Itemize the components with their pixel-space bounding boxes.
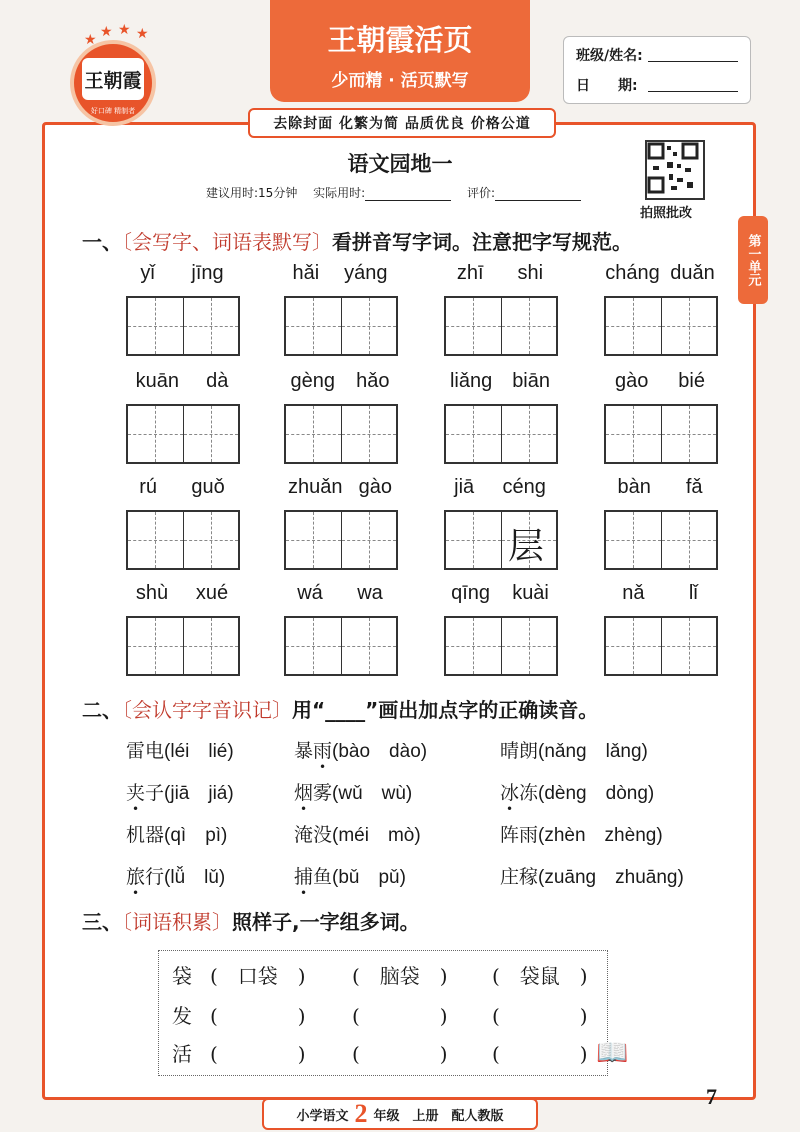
pinyin-syllable: xué	[195, 582, 229, 604]
pinyin-syllable: gào	[614, 370, 649, 392]
word-blank[interactable]: ( )	[492, 1042, 588, 1066]
reading-options[interactable]: (bǔ pǔ)	[332, 867, 406, 888]
pinyin-syllable: zhī	[456, 262, 484, 284]
reading-char: 器	[145, 824, 165, 846]
reading-item	[126, 736, 234, 763]
eval-label: 评价:	[467, 186, 496, 200]
suggested-time: 建议用时:15分钟	[206, 186, 298, 200]
writing-cell[interactable]	[184, 406, 239, 462]
brand-logo	[70, 40, 156, 126]
reading-options[interactable]: (lǚ lǔ)	[164, 867, 226, 888]
writing-cell[interactable]	[662, 512, 717, 568]
logo-subtext: 好口碑 精制者	[90, 107, 136, 115]
base-character: 发	[172, 1004, 192, 1028]
section3-heading	[82, 906, 420, 935]
pinyin-label	[122, 262, 242, 285]
pinyin-syllable: guǒ	[191, 476, 225, 498]
actual-time-field[interactable]	[365, 200, 451, 201]
footer-grade-number: 2	[354, 1099, 368, 1128]
qr-label: 拍照批改	[640, 206, 693, 221]
reading-item	[294, 820, 421, 847]
writing-grid[interactable]	[604, 616, 718, 676]
pinyin-label	[122, 476, 242, 499]
reading-char: 晴	[500, 740, 520, 762]
reading-char: 阵	[500, 824, 520, 846]
reading-char: 鱼	[313, 866, 333, 888]
reading-char: 行	[145, 866, 165, 888]
footer-badge	[262, 1098, 538, 1130]
pinyin-syllable: biān	[512, 370, 550, 392]
footer-subject: 小学语文	[296, 1108, 349, 1124]
pinyin-label	[440, 370, 560, 393]
writing-cell[interactable]	[606, 512, 662, 568]
reading-item	[500, 862, 684, 889]
date-label: 日 期:	[576, 78, 638, 94]
writing-cell[interactable]	[286, 406, 342, 462]
writing-grid[interactable]	[604, 296, 718, 356]
section1-number: 一、	[82, 230, 122, 254]
section3-tag: 〔词语积累〕	[122, 910, 232, 934]
page-number: 7	[706, 1084, 717, 1109]
writing-grid[interactable]	[444, 404, 558, 464]
base-character: 活	[172, 1042, 192, 1066]
writing-cell[interactable]	[502, 406, 557, 462]
pinyin-syllable: hǎi	[292, 262, 320, 284]
name-box	[563, 36, 751, 104]
eval-field[interactable]	[495, 200, 581, 201]
brand-banner	[270, 0, 530, 102]
writing-cell[interactable]	[184, 512, 239, 568]
writing-grid[interactable]	[444, 296, 558, 356]
writing-grid[interactable]	[126, 510, 240, 570]
reading-options[interactable]: (méi mò)	[332, 825, 421, 846]
class-name-label: 班级/姓名:	[576, 48, 643, 64]
pinyin-label	[600, 582, 720, 605]
writing-grid[interactable]	[126, 296, 240, 356]
pinyin-syllable: céng	[502, 476, 546, 498]
reading-item	[294, 778, 412, 805]
writing-grid[interactable]	[126, 616, 240, 676]
writing-cell[interactable]	[446, 406, 502, 462]
pinyin-label	[280, 582, 400, 605]
word-blank[interactable]: ( )	[352, 1004, 448, 1028]
word-blank[interactable]: ( )	[492, 1004, 588, 1028]
writing-cell[interactable]	[662, 406, 717, 462]
writing-cell[interactable]	[286, 298, 342, 354]
pinyin-syllable: jiā	[454, 476, 475, 498]
writing-grid[interactable]	[126, 404, 240, 464]
writing-cell[interactable]	[502, 298, 557, 354]
pinyin-syllable: nǎ	[622, 582, 645, 604]
reading-char: 雾	[313, 782, 333, 804]
writing-grid[interactable]	[284, 510, 398, 570]
reading-char: 旅	[126, 866, 146, 888]
reading-char: 雨	[519, 824, 539, 846]
pinyin-syllable: shi	[517, 262, 544, 284]
writing-cell[interactable]	[286, 512, 342, 568]
star-icon: ★	[100, 24, 113, 40]
reading-options[interactable]: (zuāng zhuāng)	[538, 867, 684, 888]
reading-char: 朗	[519, 740, 539, 762]
pinyin-syllable: zhuǎn	[288, 476, 343, 498]
pinyin-syllable: kuài	[512, 582, 549, 604]
writing-cell[interactable]	[128, 512, 184, 568]
writing-grid[interactable]	[284, 616, 398, 676]
pinyin-syllable: cháng	[605, 262, 660, 284]
pinyin-label	[440, 262, 560, 285]
writing-cell[interactable]	[662, 298, 717, 354]
date-field[interactable]	[648, 91, 738, 92]
writing-cell[interactable]	[128, 406, 184, 462]
section1-heading	[82, 226, 632, 255]
reading-item	[294, 736, 427, 763]
book-mascot-icon: 📖	[596, 1038, 629, 1068]
pinyin-label	[600, 262, 720, 285]
writing-cell[interactable]	[342, 406, 397, 462]
pinyin-syllable: liǎng	[449, 370, 493, 392]
reading-char: 暴	[294, 740, 314, 762]
given-character: 层	[508, 526, 545, 567]
pinyin-syllable: rú	[139, 476, 157, 498]
qr-code[interactable]	[645, 140, 705, 200]
timing-line	[206, 184, 581, 201]
reading-char: 雨	[313, 740, 333, 762]
reading-item	[126, 862, 225, 889]
star-icon: ★	[84, 32, 97, 48]
unit-tab: 第一单元	[738, 216, 768, 304]
pinyin-syllable: duǎn	[670, 262, 715, 284]
reading-char: 冰	[500, 782, 520, 804]
pinyin-label	[122, 370, 242, 393]
reading-char: 雷	[126, 740, 146, 762]
pinyin-syllable: bàn	[617, 476, 651, 498]
section1-instruction: 看拼音写字词。注意把字写规范。	[332, 230, 632, 254]
pinyin-label	[280, 476, 400, 499]
class-name-field[interactable]	[648, 61, 738, 62]
pinyin-syllable: fǎ	[685, 476, 703, 498]
word-blank[interactable]: ( 脑袋 )	[352, 964, 448, 988]
pinyin-syllable: qīng	[451, 582, 491, 604]
word-blank[interactable]: ( 口袋 )	[210, 964, 306, 988]
word-blank[interactable]: ( )	[352, 1042, 448, 1066]
reading-char: 捕	[294, 866, 314, 888]
reading-options[interactable]: (jiā jiá)	[164, 783, 234, 804]
slogan: 去除封面 化繁为简 品质优良 价格公道	[248, 108, 556, 138]
section3-instruction: 照样子,一字组多词。	[232, 910, 420, 934]
brand-subtitle: 少而精 · 活页默写	[331, 71, 469, 91]
writing-cell[interactable]	[342, 512, 397, 568]
pinyin-syllable: kuān	[135, 370, 179, 392]
pinyin-syllable: gèng	[290, 370, 336, 392]
pinyin-label	[280, 370, 400, 393]
writing-cell[interactable]	[606, 406, 662, 462]
reading-item	[500, 736, 648, 763]
pinyin-syllable: bié	[678, 370, 705, 392]
reading-options[interactable]: (léi lié)	[164, 741, 234, 762]
reading-item	[500, 820, 663, 847]
section1-tag: 〔会写字、词语表默写〕	[122, 230, 332, 254]
reading-item	[294, 862, 406, 889]
pinyin-syllable: lǐ	[688, 582, 698, 604]
writing-grid[interactable]	[604, 510, 718, 570]
pinyin-syllable: wá	[297, 582, 323, 604]
reading-char: 淹	[294, 824, 314, 846]
writing-cell[interactable]	[662, 618, 717, 674]
writing-cell[interactable]	[502, 618, 557, 674]
word-blank[interactable]: ( 袋鼠 )	[492, 964, 588, 988]
star-icon: ★	[118, 22, 131, 38]
reading-item	[126, 820, 227, 847]
writing-cell[interactable]	[606, 618, 662, 674]
pinyin-syllable: yáng	[344, 262, 388, 284]
pinyin-label	[440, 476, 560, 499]
reading-options[interactable]: (bào dào)	[332, 741, 428, 762]
reading-options[interactable]: (dèng dòng)	[538, 783, 655, 804]
reading-options[interactable]: (qì pì)	[164, 825, 228, 846]
writing-grid[interactable]	[604, 404, 718, 464]
section2-instruction: 用“____”画出加点字的正确读音。	[292, 698, 599, 722]
pinyin-syllable: wa	[357, 582, 383, 604]
writing-cell[interactable]	[446, 298, 502, 354]
reading-item	[500, 778, 654, 805]
reading-char: 庄	[500, 866, 520, 888]
star-icon: ★	[136, 26, 149, 42]
writing-grid[interactable]	[444, 616, 558, 676]
reading-item	[126, 778, 234, 805]
reading-options[interactable]: (nǎng lǎng)	[538, 741, 648, 762]
pinyin-label	[440, 582, 560, 605]
pinyin-label	[600, 476, 720, 499]
writing-cell[interactable]	[606, 298, 662, 354]
reading-char: 烟	[294, 782, 314, 804]
writing-cell[interactable]	[184, 298, 239, 354]
writing-cell[interactable]	[184, 618, 239, 674]
reading-options[interactable]: (wǔ wù)	[332, 783, 413, 804]
base-character: 袋	[172, 964, 192, 988]
reading-char: 机	[126, 824, 146, 846]
writing-cell[interactable]	[446, 512, 502, 568]
pinyin-syllable: gào	[358, 476, 392, 498]
writing-cell[interactable]	[128, 298, 184, 354]
pinyin-syllable: yǐ	[140, 262, 155, 284]
section3-number: 三、	[82, 910, 122, 934]
writing-cell[interactable]	[342, 618, 397, 674]
page-title: 语文园地一	[347, 152, 453, 176]
writing-cell[interactable]	[342, 298, 397, 354]
actual-time-label: 实际用时:	[313, 186, 366, 200]
section2-heading	[82, 694, 598, 723]
reading-char: 稼	[519, 866, 539, 888]
section2-number: 二、	[82, 698, 122, 722]
reading-char: 电	[145, 740, 165, 762]
writing-grid[interactable]	[284, 296, 398, 356]
pinyin-label	[122, 582, 242, 605]
pinyin-syllable: jīng	[191, 262, 224, 284]
word-blank[interactable]: ( )	[210, 1004, 306, 1028]
reading-char: 夹	[126, 782, 146, 804]
pinyin-syllable: shù	[135, 582, 169, 604]
writing-cell[interactable]	[286, 618, 342, 674]
writing-cell[interactable]	[128, 618, 184, 674]
writing-cell[interactable]	[446, 618, 502, 674]
pinyin-syllable: dà	[206, 370, 229, 392]
writing-grid[interactable]	[284, 404, 398, 464]
writing-cell[interactable]	[502, 512, 557, 568]
writing-grid[interactable]	[444, 510, 558, 570]
reading-options[interactable]: (zhèn zhèng)	[538, 825, 663, 846]
pinyin-label	[600, 370, 720, 393]
section2-tag: 〔会认字字音识记〕	[122, 698, 292, 722]
pinyin-syllable: hǎo	[356, 370, 390, 392]
footer-grade-info: 年级 上册 配人教版	[373, 1108, 504, 1124]
reading-char: 子	[145, 782, 165, 804]
pinyin-label	[280, 262, 400, 285]
logo-text: 王朝霞	[82, 58, 144, 100]
word-blank[interactable]: ( )	[210, 1042, 306, 1066]
reading-char: 冻	[519, 782, 539, 804]
brand-title: 王朝霞活页	[327, 23, 473, 57]
reading-char: 没	[313, 824, 333, 846]
